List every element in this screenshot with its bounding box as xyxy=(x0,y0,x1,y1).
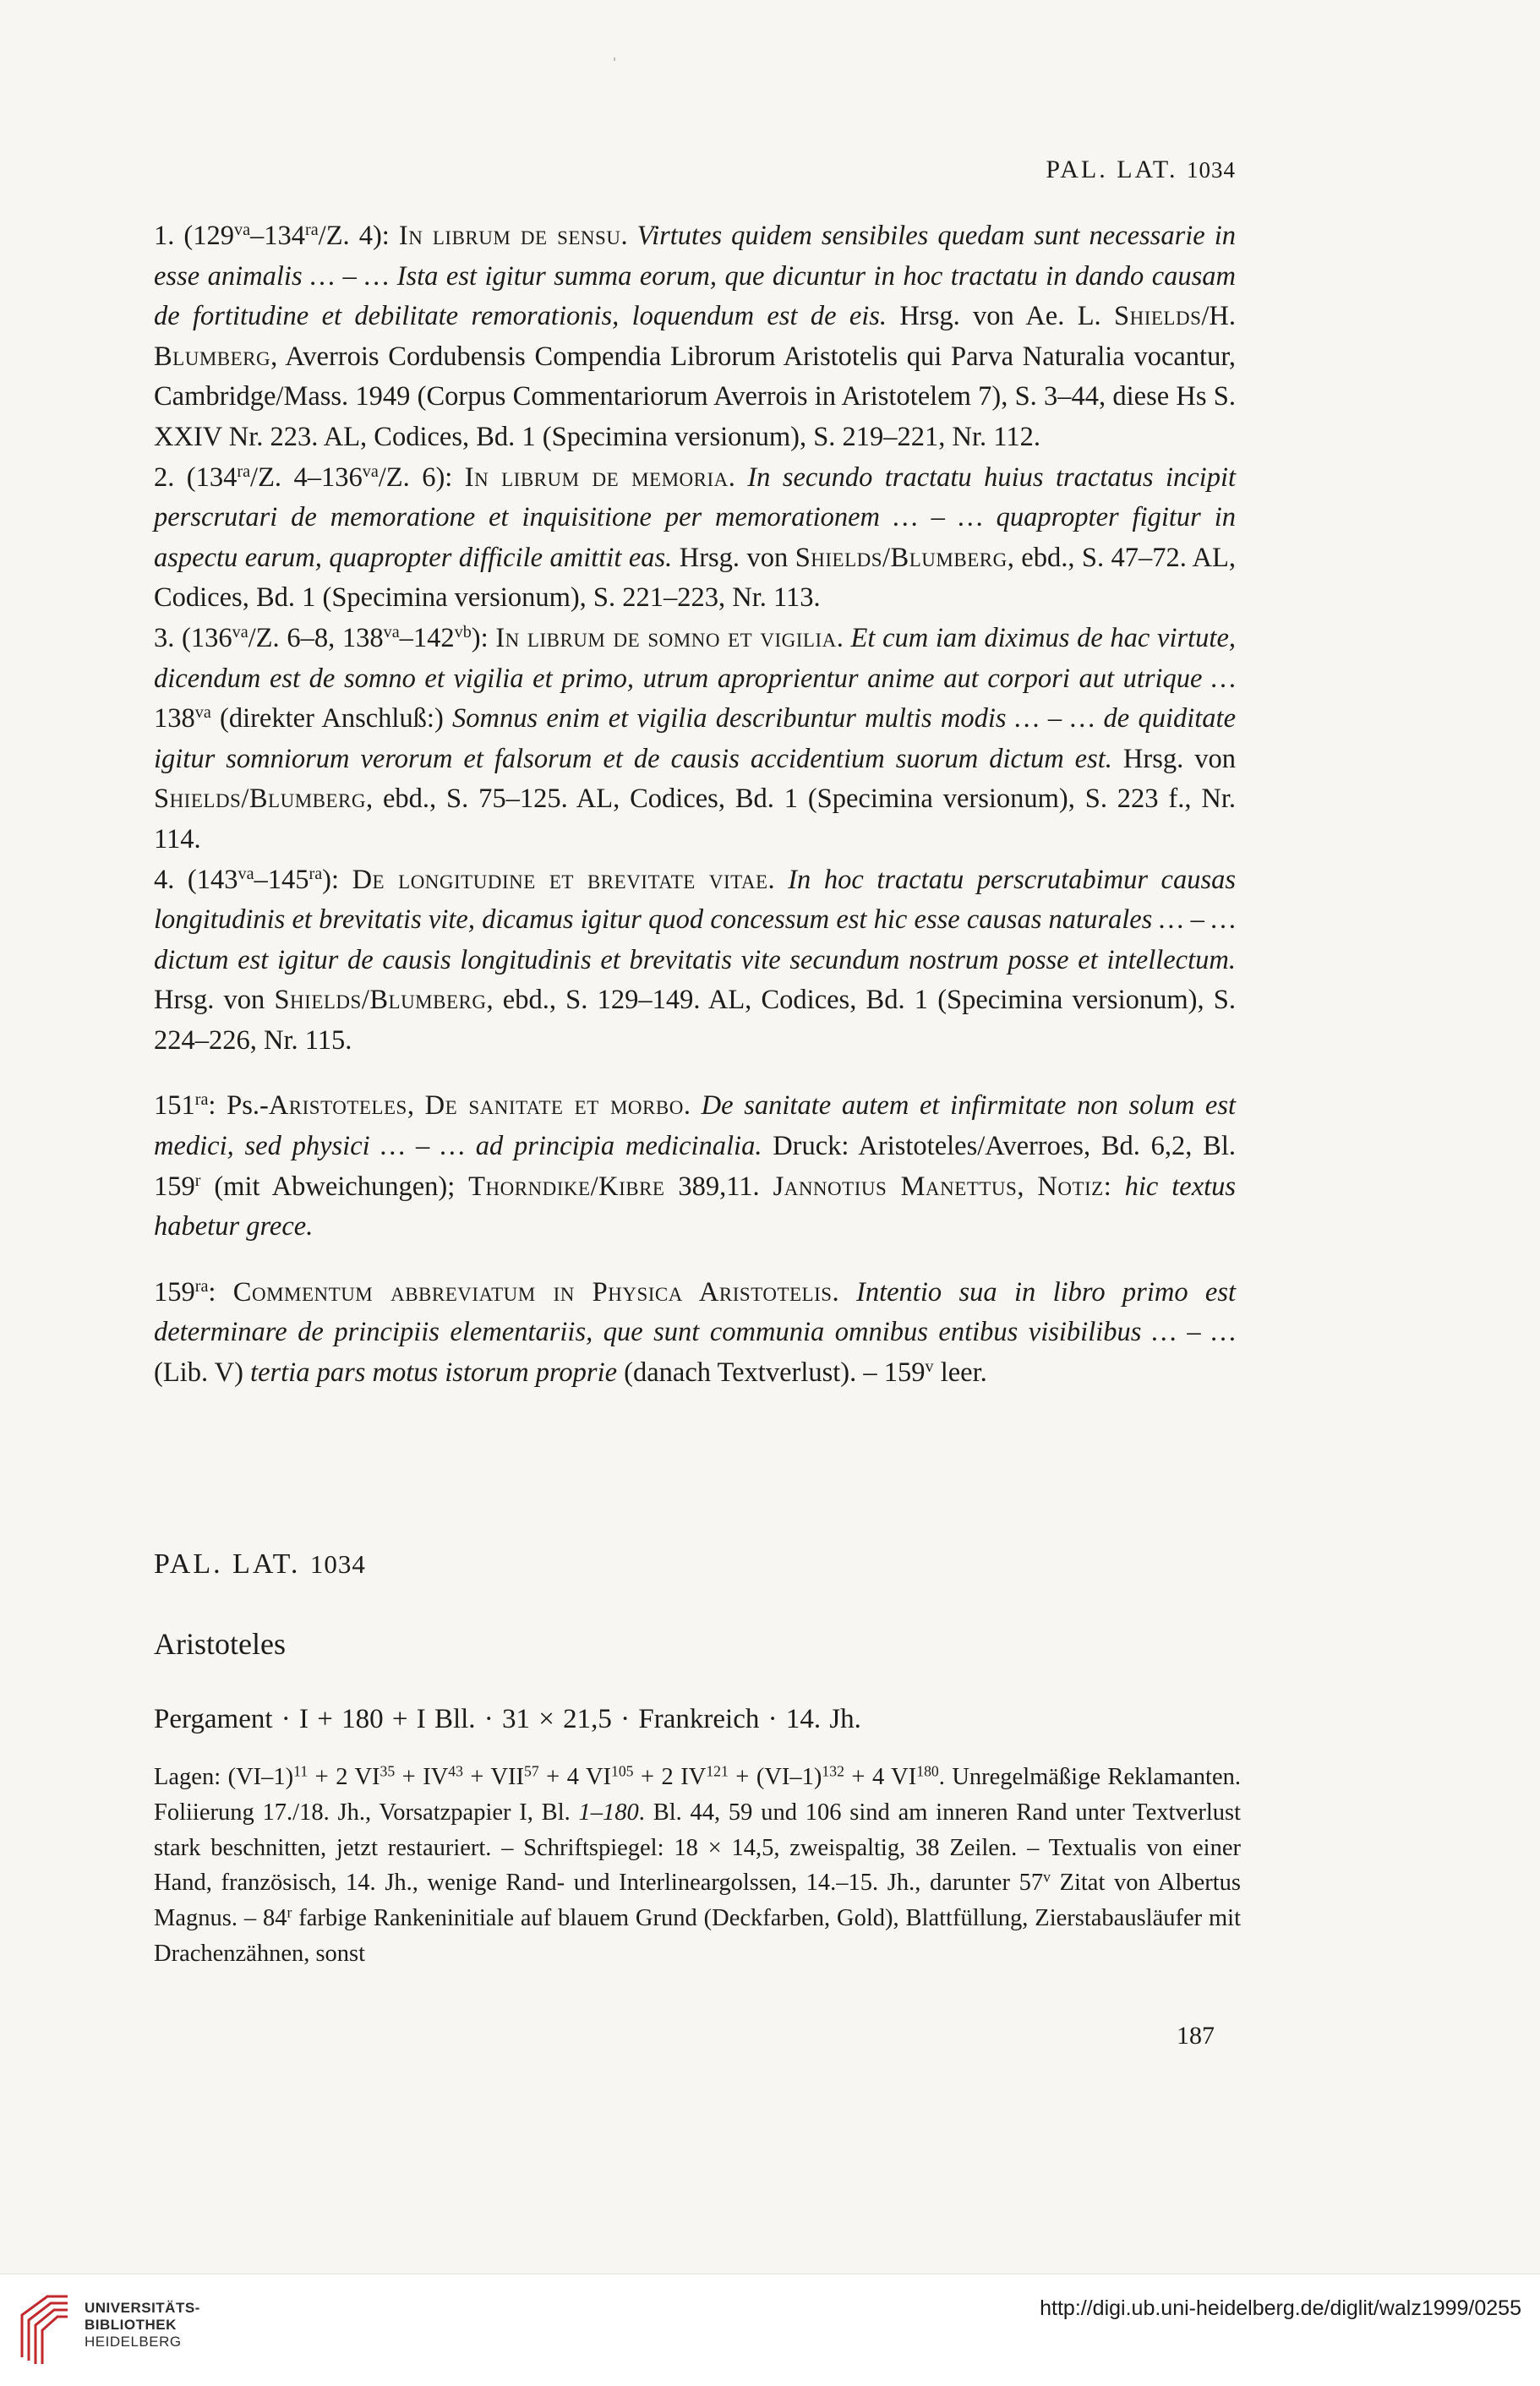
library-name-line1: UNIVERSITÄTS- xyxy=(85,2300,200,2316)
entry-e3: 3. ($136^{va}/Z$. 6–8, $138^{va}-142^{vb}$): In librum de somno et vigilia. Et cum iam diximus de hac virtute, dicendum est de somno et vigilia et primo, utrum aproprientur anime aut corpori aut utrique … $138^{va}$ (direkter Anschluß:) Somnus enim et vigilia describuntur multis modis … – … de quiditate igitur somniorum verorum et falsorum et de causis accidentium suorum dictum est. Hrsg. von Shields/Blumberg, ebd., S. 75–125. AL, Codices, Bd. 1 (Specimina versionum), S. 223 f., Nr. 114. xyxy=(154,622,1236,854)
scan-mark xyxy=(614,57,615,61)
library-name-line2: BIBLIOTHEK xyxy=(85,2317,177,2333)
library-name-line3: HEIDELBERG xyxy=(85,2334,182,2350)
section-heading xyxy=(154,1548,366,1581)
author-heading: Aristoteles xyxy=(154,1627,286,1661)
entry-e4: 4. $(143^{va}-145^{ra})$: De longitudine et brevitate vitae. In hoc tractatu perscrutabimur causas longitudinis et brevitatis vite, dicamus igitur quod concessum est hic esse causas naturales … – … dictum est igitur de causis longitudinis et brevitatis vite secundum nostrum posse et intellectum. Hrsg. von Shields/Blumberg, ebd., S. 129–149. AL, Codices, Bd. 1 (Specimina versionum), S. 224–226, Nr. 115. xyxy=(154,864,1237,1056)
library-name xyxy=(85,2300,200,2351)
entry-e2: 2. ($134^{ra}/Z$. $4-136^{va}/Z$. 6): In librum de memoria. In secundo tractatu huius tractatus incipit perscrutari de memoratione et inquisitione per memorationem … – … quapropter figitur in aspectu earum, quapropter difficile amittit eas. Hrsg. von Shields/Blumberg, ebd., S. 47–72. AL, Codices, Bd. 1 (Specimina versionum), S. 221–223, Nr. 113. xyxy=(154,461,1237,614)
running-head-label: PAL. LAT. xyxy=(1046,156,1178,183)
entry-e1: 1. ($129^{va}-134^{ra}/Z$. 4): In librum de sensu. Virtutes quidem sensibiles quedam sunt necessarie in esse animalis … – … Ista est igitur summa eorum, que dicuntur in hoc tractatu in dando causam de fortitudine et debilitate remorationis, loquendum est de eis. Hrsg. von Ae. L. Shields/H. Blumberg, Averrois Cordubensis Compendia Librorum Aristotelis qui Parva Naturalia vocantur, Cambridge/Mass. 1949 (Corpus Commentariorum Averrois in Aristotelem 7), S. 3–44, diese Hs S. XXIV Nr. 223. AL, Codices, Bd. 1 (Specimina versionum), S. 219–221, Nr. 112. xyxy=(154,220,1237,452)
section-label: PAL. LAT. xyxy=(154,1548,301,1580)
entry-e5: $151^{ra}$: Ps.-Aristoteles, De sanitate et morbo. De sanitate autem et infirmitate non solum est medici, sed physici … – … ad principia medicinalia. Druck: Aristoteles/Averroes, Bd. 6,2, Bl. 159$^r$ (mit Abweichungen); Thorndike/Kibre 389,11. Jannotius Manettus, Notiz: hic textus habetur grece. xyxy=(154,1090,1237,1242)
codicology-paragraph: Lagen: $(VI-1)^{11} + 2$ $VI^{35} + IV^{43} + VII^{57} + 4$ $VI^{105} + 2$ $IV^{121} + (VI-1)^{132} + 4$ VI$^{180}$. Unregelmäßige Reklamanten. Foliierung 17./18. Jh., Vorsatzpapier I, Bl. 1–180. Bl. 44, 59 und 106 sind am inneren Rand unter Textverlust stark beschnitten, jetzt restauriert. – Schriftspiegel: 18 × 14,5, zweispaltig, 38 Zeilen. – Textualis von einer Hand, französisch, 14. Jh., wenige Rand- und Interlineargolssen, 14.–15. Jh., darunter 57$^v$ Zitat von Albertus Magnus. – 84$^r$ farbige Rankeninitiale auf blauem Grund (Deckfarben, Gold), Blattfüllung, Zierstabausläufer mit Drachenzähnen, sonst xyxy=(154,1762,1241,1967)
running-head-number: 1034 xyxy=(1187,157,1236,183)
section-number: 1034 xyxy=(309,1549,366,1579)
physical-description: Pergament · I + 180 + I Bll. · 31 × 21,5 · Frankreich · 14. Jh. xyxy=(154,1704,861,1734)
running-head xyxy=(1046,156,1236,184)
library-logo-icon xyxy=(15,2290,74,2366)
viewer-footer xyxy=(0,2274,1540,2386)
permalink-url[interactable]: http://digi.ub.uni-heidelberg.de/diglit/walz1999/0255 xyxy=(1040,2296,1521,2320)
page-number: 187 xyxy=(1177,2022,1215,2050)
entry-e6: $159^{ra}$: Commentum abbreviatum in Physica Aristotelis. Intentio sua in libro primo est determinare de principiis elementariis, que sunt communia omnibus entibus visibilibus … – … (Lib. V) tertia pars motus istorum proprie (danach Textverlust). – 159$^v$ leer. xyxy=(154,1276,1237,1389)
entries-block xyxy=(154,216,1236,1394)
